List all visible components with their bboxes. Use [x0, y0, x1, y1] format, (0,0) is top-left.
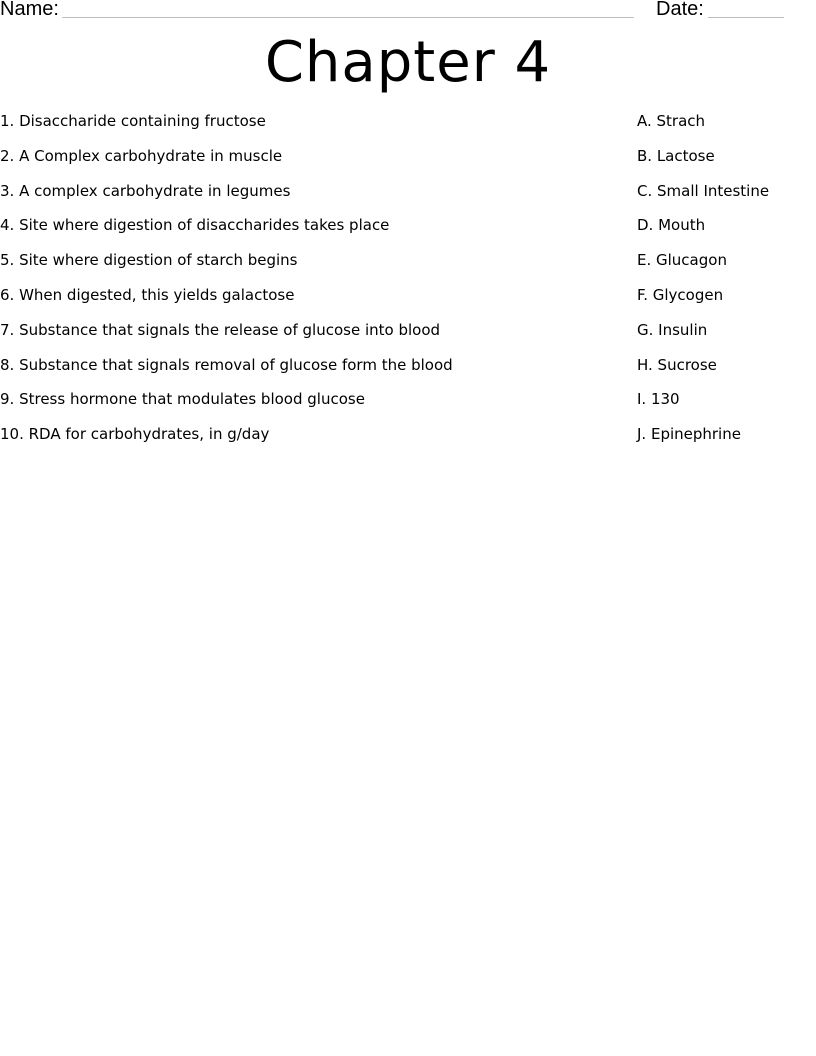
page-title: Chapter 4	[264, 30, 552, 95]
answer-item: E. Glucagon	[637, 251, 727, 270]
question-item: 7. Substance that signals the release of glucose into blood	[0, 320, 441, 339]
question-item: 2. A Complex carbohydrate in muscle	[0, 146, 283, 165]
question-item: 1. Disaccharide containing fructose	[0, 112, 266, 130]
question-item: 5. Site where digestion of starch begins	[0, 251, 298, 270]
question-item: 8. Substance that signals removal of glucose form the blood	[0, 355, 453, 374]
answer-item: F. Glycogen	[637, 285, 724, 304]
question-item: 3. A complex carbohydrate in legumes	[0, 181, 291, 200]
answer-item: I. 130	[637, 390, 680, 409]
date-field[interactable]	[708, 17, 784, 18]
answer-item: D. Mouth	[637, 216, 706, 235]
header	[0, 0, 816, 24]
name-field[interactable]	[62, 17, 634, 18]
answer-list	[637, 111, 812, 459]
answer-item: J. Epinephrine	[637, 425, 741, 444]
question-item: 9. Stress hormone that modulates blood glucose	[0, 390, 365, 409]
question-item: 4. Site where digestion of disaccharides takes place	[0, 216, 390, 235]
question-list	[0, 111, 620, 459]
name-label: Name:	[0, 0, 59, 20]
answer-item: H. Sucrose	[637, 355, 717, 374]
question-item: 10. RDA for carbohydrates, in g/day	[0, 425, 270, 444]
answer-item: C. Small Intestine	[637, 181, 770, 200]
answer-item: B. Lactose	[637, 146, 715, 165]
answer-item: G. Insulin	[637, 320, 708, 339]
answer-item: A. Strach	[637, 112, 706, 130]
question-item: 6. When digested, this yields galactose	[0, 285, 295, 304]
date-label: Date:	[656, 0, 704, 20]
